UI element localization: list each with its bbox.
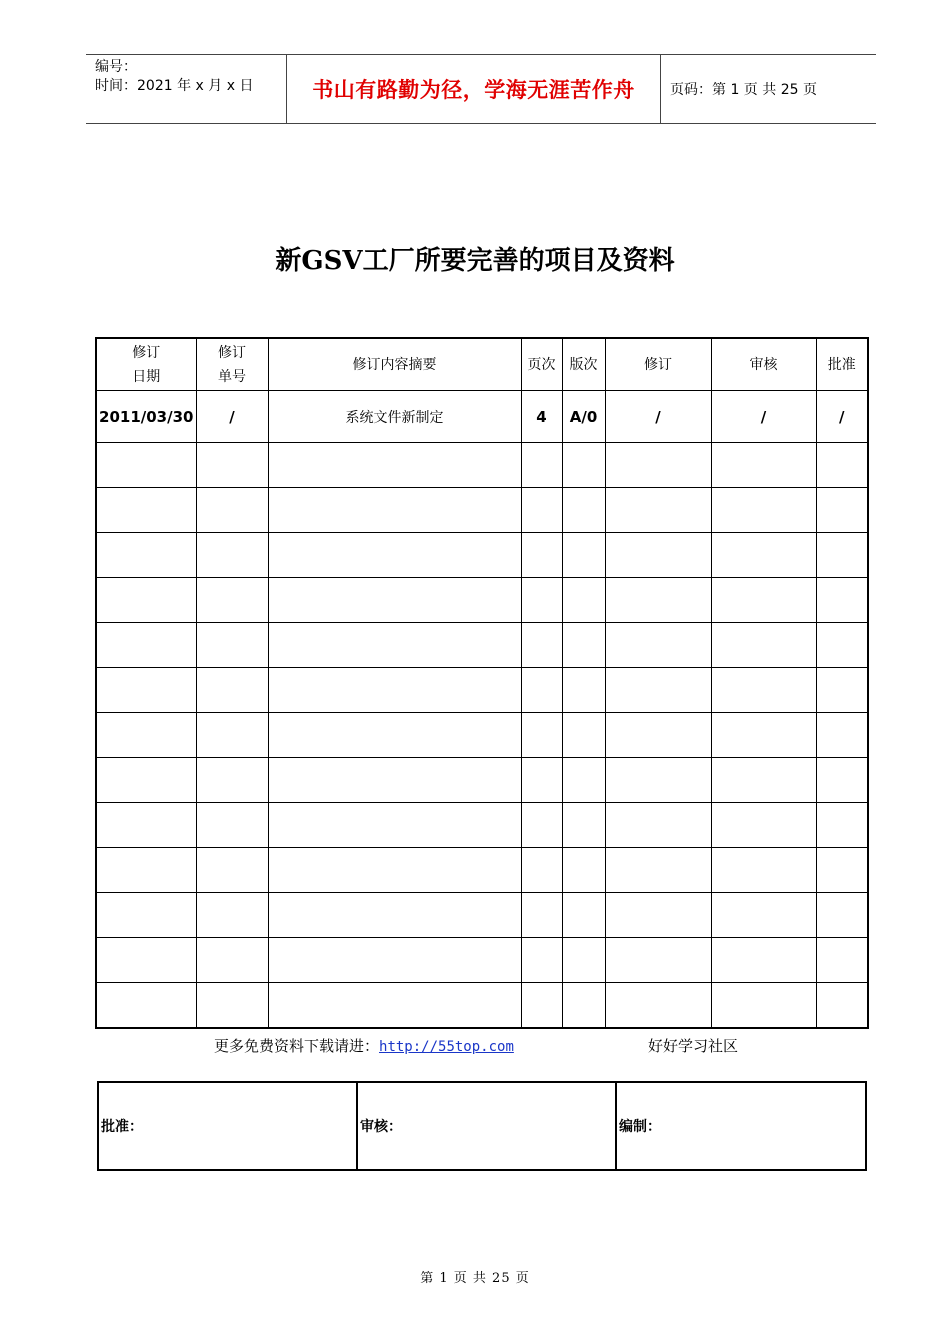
- cell-revise: [605, 713, 711, 758]
- cell-revise: [605, 488, 711, 533]
- cell-revise: [605, 983, 711, 1029]
- cell-version: [562, 533, 605, 578]
- cell-pages: [521, 983, 562, 1029]
- cell-revise: [605, 803, 711, 848]
- download-note: [214, 1035, 514, 1056]
- cell-date: [96, 623, 196, 668]
- header-order-no: [196, 338, 268, 391]
- cell-order-no: [196, 443, 268, 488]
- cell-pages: [521, 938, 562, 983]
- cell-date: [96, 803, 196, 848]
- cell-review: [711, 713, 816, 758]
- cell-revise: /: [605, 391, 711, 443]
- cell-pages: 4: [521, 391, 562, 443]
- header-approve: 批准: [816, 338, 868, 391]
- cell-summary: [268, 983, 521, 1029]
- compile-field: 编制：: [616, 1082, 866, 1170]
- cell-revise: [605, 893, 711, 938]
- cell-summary: [268, 578, 521, 623]
- cell-order-no: [196, 488, 268, 533]
- cell-review: [711, 983, 816, 1029]
- revision-table: [95, 337, 869, 1029]
- table-row: [96, 758, 868, 803]
- table-row: [96, 391, 868, 443]
- header-meta: [95, 58, 285, 96]
- table-row: [96, 713, 868, 758]
- header-date: [96, 338, 196, 391]
- cell-date: [96, 983, 196, 1029]
- header-order-l2: 单号: [218, 368, 246, 385]
- cell-review: [711, 668, 816, 713]
- cell-revise: [605, 623, 711, 668]
- header-date-l1: 修订: [132, 344, 161, 361]
- table-row: [96, 983, 868, 1029]
- cell-date: [96, 668, 196, 713]
- header-divider: [660, 55, 661, 123]
- download-link[interactable]: http://55top.com: [379, 1039, 514, 1055]
- cell-review: [711, 578, 816, 623]
- cell-revise: [605, 533, 711, 578]
- cell-order-no: [196, 758, 268, 803]
- cell-version: [562, 713, 605, 758]
- cell-revise: [605, 578, 711, 623]
- cell-summary: [268, 803, 521, 848]
- cell-revise: [605, 758, 711, 803]
- cell-review: [711, 443, 816, 488]
- community-note: 好好学习社区: [648, 1037, 739, 1055]
- download-note-text: 更多免费资料下载请进：: [214, 1037, 380, 1055]
- cell-version: [562, 938, 605, 983]
- header-summary: 修订内容摘要: [268, 338, 521, 391]
- table-row: [96, 893, 868, 938]
- cell-summary: [268, 443, 521, 488]
- cell-version: [562, 893, 605, 938]
- cell-pages: [521, 623, 562, 668]
- table-row: [96, 443, 868, 488]
- cell-pages: [521, 488, 562, 533]
- cell-date: [96, 848, 196, 893]
- cell-approve: [816, 488, 868, 533]
- number-label: 编号：: [95, 59, 137, 75]
- table-header-row: [96, 338, 868, 391]
- cell-review: /: [711, 391, 816, 443]
- cell-order-no: [196, 668, 268, 713]
- approve-field: 批准：: [98, 1082, 357, 1170]
- signature-row: [98, 1082, 866, 1170]
- cell-version: [562, 668, 605, 713]
- cell-date: [96, 578, 196, 623]
- cell-approve: [816, 758, 868, 803]
- table-row: [96, 533, 868, 578]
- cell-revise: [605, 443, 711, 488]
- cell-version: A/0: [562, 391, 605, 443]
- cell-date: 2011/03/30: [96, 391, 196, 443]
- cell-date: [96, 533, 196, 578]
- cell-review: [711, 758, 816, 803]
- cell-summary: [268, 668, 521, 713]
- cell-approve: [816, 983, 868, 1029]
- cell-approve: [816, 803, 868, 848]
- cell-order-no: [196, 938, 268, 983]
- cell-summary: [268, 938, 521, 983]
- table-row: [96, 623, 868, 668]
- cell-approve: [816, 848, 868, 893]
- cell-revise: [605, 848, 711, 893]
- table-row: [96, 578, 868, 623]
- header-review: 审核: [711, 338, 816, 391]
- cell-pages: [521, 713, 562, 758]
- cell-date: [96, 758, 196, 803]
- cell-review: [711, 533, 816, 578]
- cell-summary: [268, 848, 521, 893]
- cell-review: [711, 803, 816, 848]
- cell-review: [711, 893, 816, 938]
- cell-pages: [521, 533, 562, 578]
- header-date-l2: 日期: [132, 368, 161, 385]
- cell-summary: [268, 488, 521, 533]
- cell-order-no: [196, 713, 268, 758]
- table-row: [96, 803, 868, 848]
- document-title: 新GSV工厂所要完善的项目及资料: [275, 246, 675, 276]
- cell-approve: [816, 623, 868, 668]
- cell-pages: [521, 758, 562, 803]
- cell-version: [562, 758, 605, 803]
- signature-table: [97, 1081, 867, 1171]
- cell-approve: [816, 713, 868, 758]
- cell-approve: [816, 893, 868, 938]
- cell-order-no: [196, 893, 268, 938]
- time-label: 时间：2021 年 x 月 x 日: [95, 78, 254, 94]
- cell-order-no: [196, 983, 268, 1029]
- table-row: [96, 488, 868, 533]
- cell-order-no: [196, 803, 268, 848]
- header-page-info: 页码：第 1 页 共 25 页: [670, 82, 817, 98]
- table-row: [96, 938, 868, 983]
- header-pages: 页次: [521, 338, 562, 391]
- cell-pages: [521, 893, 562, 938]
- cell-pages: [521, 848, 562, 893]
- cell-pages: [521, 578, 562, 623]
- cell-date: [96, 488, 196, 533]
- cell-review: [711, 848, 816, 893]
- header-version: 版次: [562, 338, 605, 391]
- cell-approve: [816, 668, 868, 713]
- cell-version: [562, 488, 605, 533]
- cell-pages: [521, 443, 562, 488]
- header-order-l1: 修订: [218, 344, 246, 361]
- cell-approve: [816, 533, 868, 578]
- cell-pages: [521, 668, 562, 713]
- cell-summary: [268, 533, 521, 578]
- cell-version: [562, 623, 605, 668]
- table-row: [96, 668, 868, 713]
- cell-review: [711, 938, 816, 983]
- cell-approve: /: [816, 391, 868, 443]
- cell-summary: 系统文件新制定: [268, 391, 521, 443]
- table-row: [96, 848, 868, 893]
- cell-summary: [268, 893, 521, 938]
- cell-order-no: [196, 533, 268, 578]
- cell-version: [562, 803, 605, 848]
- header-motto: 书山有路勤为径，学海无涯苦作舟: [312, 78, 635, 102]
- cell-version: [562, 848, 605, 893]
- cell-approve: [816, 443, 868, 488]
- cell-order-no: [196, 848, 268, 893]
- cell-date: [96, 443, 196, 488]
- page-footer: 第 1 页 共 25 页: [420, 1271, 530, 1286]
- cell-review: [711, 623, 816, 668]
- cell-summary: [268, 758, 521, 803]
- cell-date: [96, 713, 196, 758]
- header-revise: 修订: [605, 338, 711, 391]
- cell-order-no: [196, 623, 268, 668]
- cell-date: [96, 893, 196, 938]
- cell-date: [96, 938, 196, 983]
- cell-revise: [605, 668, 711, 713]
- cell-revise: [605, 938, 711, 983]
- cell-review: [711, 488, 816, 533]
- cell-approve: [816, 578, 868, 623]
- review-field: 审核：: [357, 1082, 616, 1170]
- cell-version: [562, 578, 605, 623]
- cell-approve: [816, 938, 868, 983]
- page-header: [86, 54, 876, 124]
- cell-summary: [268, 713, 521, 758]
- cell-version: [562, 983, 605, 1029]
- cell-order-no: [196, 578, 268, 623]
- cell-pages: [521, 803, 562, 848]
- cell-order-no: /: [196, 391, 268, 443]
- cell-summary: [268, 623, 521, 668]
- cell-version: [562, 443, 605, 488]
